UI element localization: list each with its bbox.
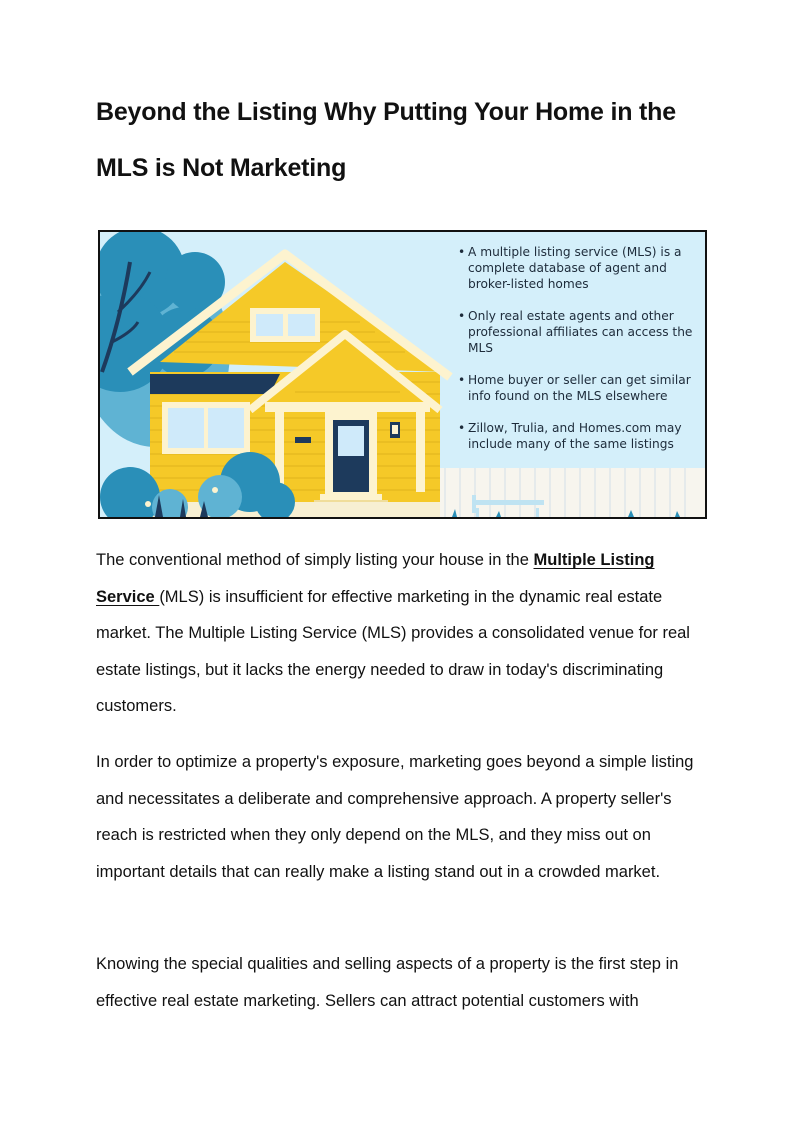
paragraph-selling-aspects: Knowing the special qualities and selling aspects of a property is the first step in effective real estate marketing. Sellers can attract potential customers with xyxy=(96,955,679,1010)
article-header xyxy=(96,84,708,196)
page-title: Beyond the Listing Why Putting Your Home in the MLS is Not Marketing xyxy=(96,98,676,182)
list-item-text: Only real estate agents and other professional affiliates can access the MLS xyxy=(468,309,693,355)
mls-facts-list xyxy=(458,244,703,468)
mls-link[interactable]: Multiple Listing Service xyxy=(96,551,655,606)
paragraph-exposure: In order to optimize a property's exposure, marketing goes beyond a simple listing and necessitates a deliberate and comprehensive approach. A property seller's reach is restricted when they only depend on the MLS, and they miss out on important details that can really make a listing stand out in a crowded market. xyxy=(96,753,694,881)
paragraph-text: (MLS) is insufficient for effective marketing in the dynamic real estate market. The Multiple Listing Service (MLS) provides a consolidated venue for real estate listings, but it lacks the energy needed to draw in today's discriminating customers. xyxy=(96,587,690,715)
bullet-marker: • xyxy=(458,309,466,323)
bullet-marker: • xyxy=(458,421,466,435)
list-item xyxy=(458,372,703,404)
bullet-marker: • xyxy=(458,373,466,387)
fence-illustration xyxy=(430,468,705,517)
paragraph-text: The conventional method of simply listing your house in the xyxy=(96,551,534,569)
list-item xyxy=(458,244,703,292)
bullet-marker: • xyxy=(458,245,466,259)
list-item-text: A multiple listing service (MLS) is a complete database of agent and broker-listed homes xyxy=(468,245,682,291)
list-item xyxy=(458,420,703,452)
list-item-text: Home buyer or seller can get similar info found on the MLS elsewhere xyxy=(468,373,691,403)
list-item xyxy=(458,308,703,356)
list-item-text: Zillow, Trulia, and Homes.com may include many of the same listings xyxy=(468,421,682,451)
mls-infographic xyxy=(98,230,707,519)
paragraph-intro xyxy=(96,542,708,725)
